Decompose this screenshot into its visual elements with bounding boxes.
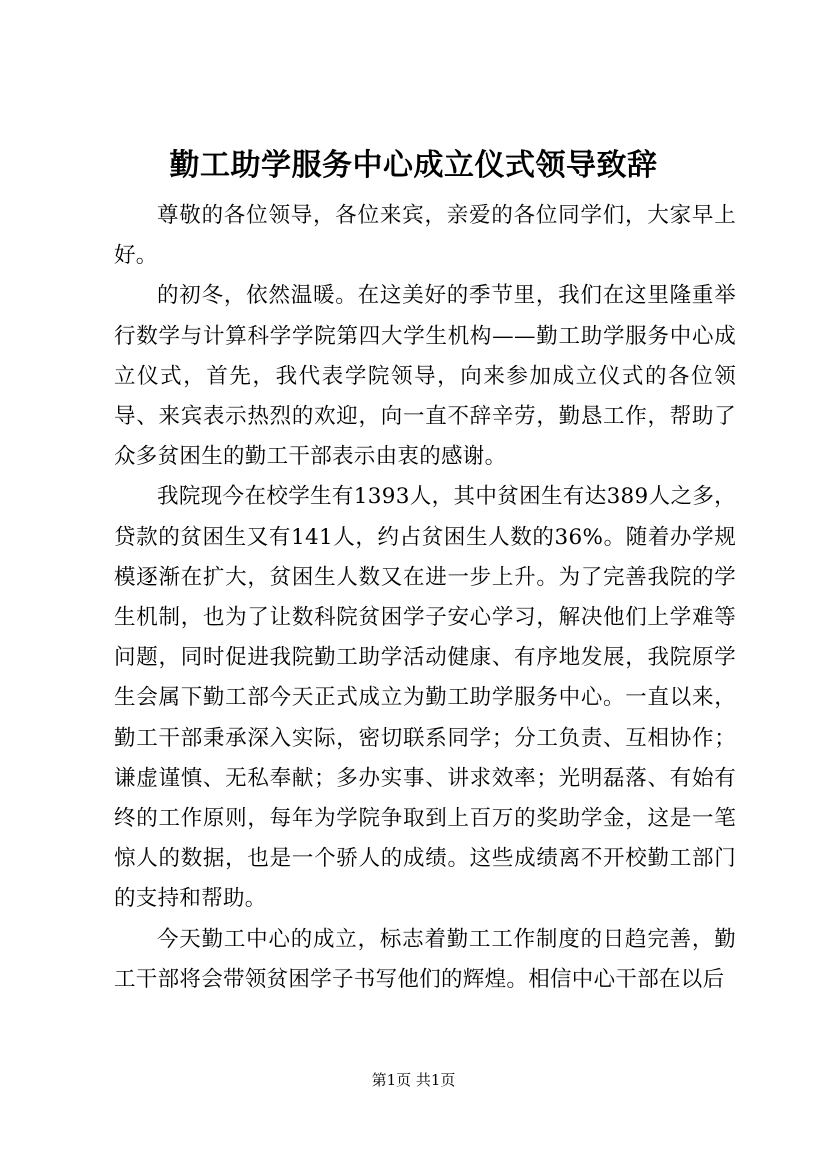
- paragraph-greeting: 尊敬的各位领导，各位来宾，亲爱的各位同学们，大家早上好。: [114, 203, 736, 269]
- document-body: [114, 196, 736, 1000]
- document-title: 勤工助学服务中心成立仪式领导致辞: [169, 148, 658, 183]
- paragraph-closing: 今天勤工中心的成立，标志着勤工工作制度的日趋完善，勤工干部将会带领贫困学子书写他们的辉煌。相信中心干部在以后: [114, 926, 736, 992]
- page-number-footer: 第1页 共1页: [371, 1071, 456, 1089]
- paragraph-statistics: 我院现今在校学生有1393人，其中贫困生有达389人之多，贷款的贫困生又有141人，约占贫困生人数的36%。随着办学规模逐渐在扩大，贫困生人数又在进一步上升。为了完善我院的学生机制，也为了让数科院贫困学子安心学习，解决他们上学难等问题，同时促进我院勤工助学活动健康、有序地发展，我院原学生会属下勤工部今天正式成立为勤工助学服务中心。一直以来，勤工干部秉承深入实际，密切联系同学；分工负责、互相协作；谦虚谨慎、无私奉献；多办实事、讲求效率；光明磊落、有始有终的工作原则，每年为学院争取到上百万的奖助学金，这是一笔惊人的数据，也是一个骄人的成绩。这些成绩离不开校勤工部门的支持和帮助。: [114, 484, 736, 912]
- paragraph-welcome: 的初冬，依然温暖。在这美好的季节里，我们在这里隆重举行数学与计算科学学院第四大学生机构——勤工助学服务中心成立仪式，首先，我代表学院领导，向来参加成立仪式的各位领导、来宾表示热烈的欢迎，向一直不辞辛劳，勤恳工作，帮助了众多贫困生的勤工干部表示由衷的感谢。: [114, 283, 736, 470]
